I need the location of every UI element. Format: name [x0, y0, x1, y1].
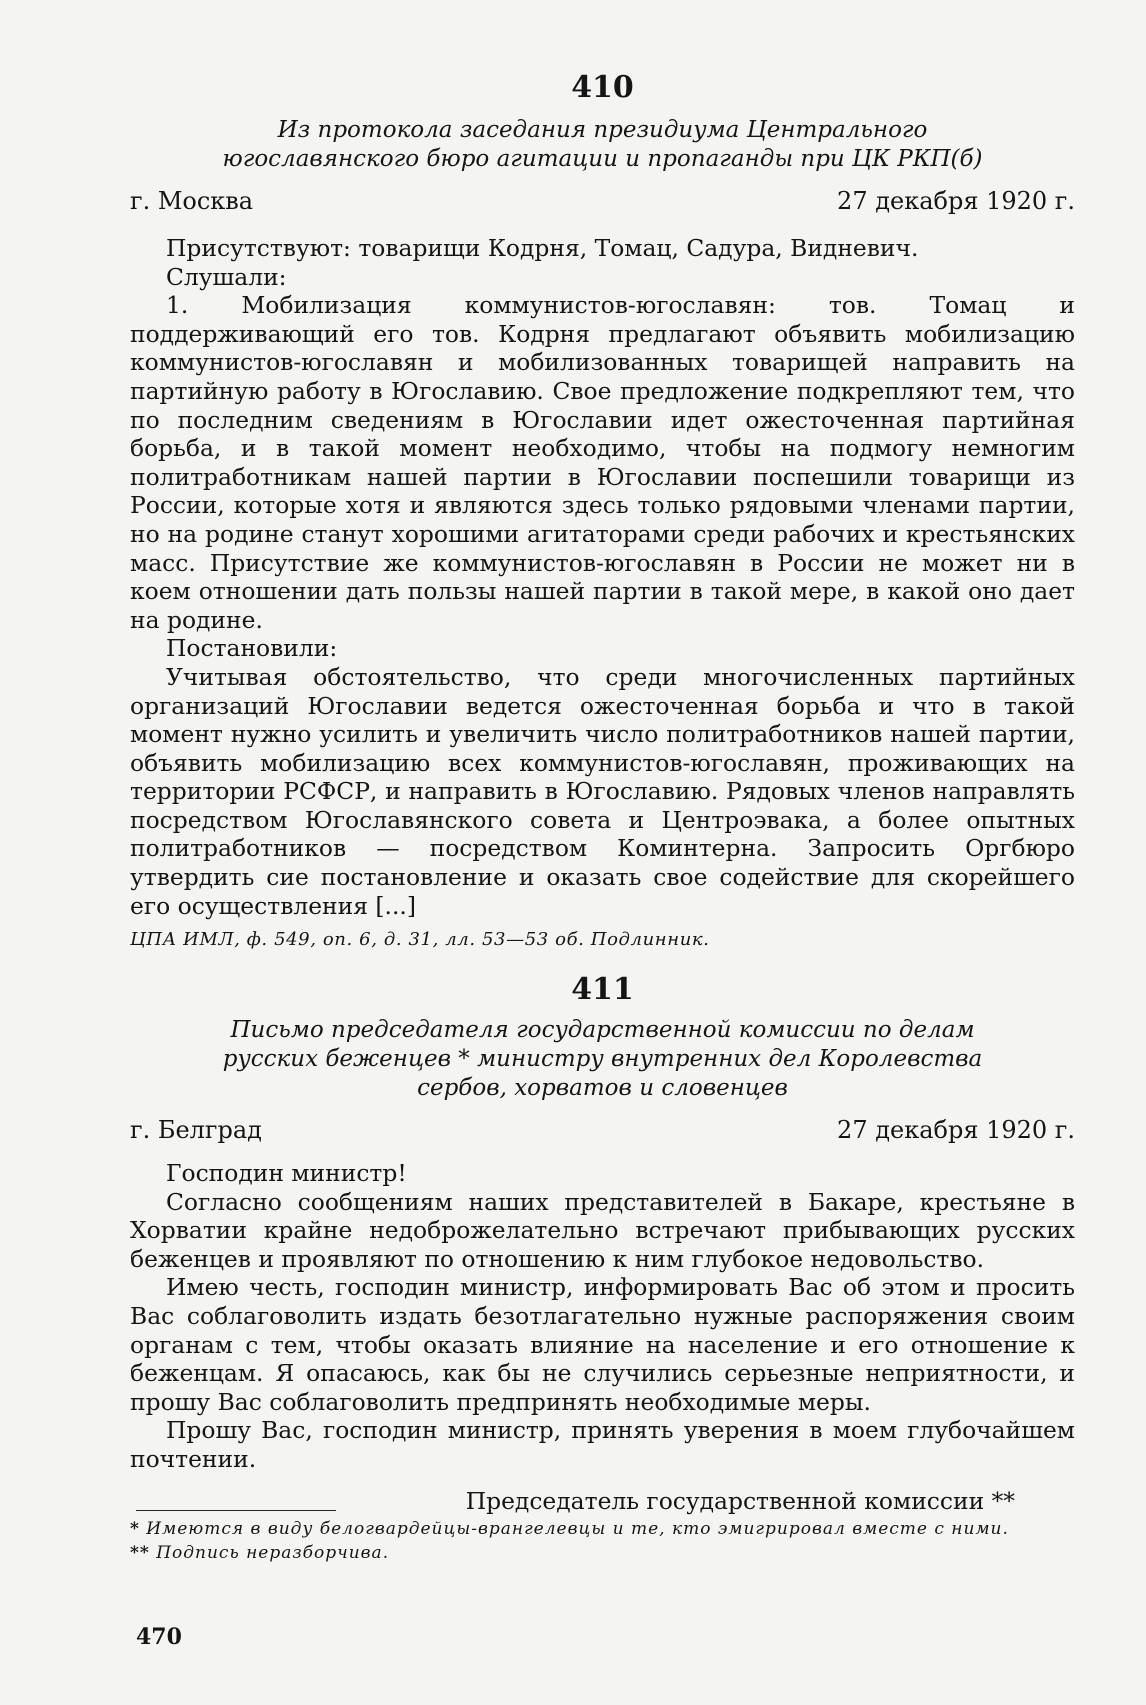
date: 27 декабря 1920 г.: [837, 1116, 1075, 1144]
page-number: 470: [136, 1624, 182, 1650]
place: г. Москва: [130, 187, 254, 215]
protocol-body: [130, 234, 1075, 920]
archive-source: ЦПА ИМЛ, ф. 549, оп. 6, д. 31, лл. 53—53 об. Подлинник.: [130, 929, 710, 951]
footnote: [130, 1518, 1075, 1540]
footnote-mark: *: [130, 1519, 140, 1539]
document-411: [130, 972, 1075, 1516]
salutation: Господин министр!: [166, 1159, 407, 1187]
signature: Председатель государственной комиссии **: [465, 1486, 1015, 1515]
place-date-line: [130, 1115, 1075, 1145]
place-date-line: [130, 186, 1075, 216]
heard-label: Слушали:: [166, 262, 287, 291]
document-title: Из протокола заседания президиума Центрального югославянского бюро агитации и пропаганды при ЦК РКП(б): [222, 117, 983, 172]
footnote-text: Имеются в виду белогвардейцы-врангелевцы и те, кто эмигрировал вместе с ними.: [146, 1519, 1009, 1539]
document-number: 411: [571, 972, 634, 1007]
footnote-divider: [136, 1510, 336, 1511]
letter-paragraph: Согласно сообщениям наших представителей в Бакаре, крестьяне в Хорватии крайне недоброжелательно встречают прибывающих русских беженцев и проявляют по отношению к ним глубокое недовольство.: [130, 1187, 1075, 1273]
document-number: 410: [571, 70, 634, 105]
date: 27 декабря 1920 г.: [837, 187, 1075, 215]
letter-paragraph: Прошу Вас, господин министр, принять уверения в моем глубочайшем почтении.: [130, 1416, 1075, 1473]
heard-text: 1. Мобилизация коммунистов-югославян: тов. Томац и поддерживающий его тов. Кодрня предлагают объявить мобилизацию коммунистов-югославян и мобилизованных товарищей направить на партийную работу в Югославию. Свое предложение подкрепляют тем, что по последним сведениям в Югославии идет ожесточенная партийная борьба, и в такой момент необходимо, чтобы на подмогу немногим политработникам нашей партии в Югославии поспешили товарищи из России, которые хотя и являются здесь только рядовыми членами партии, но на родине станут хорошими агитаторами среди рабочих и крестьянских масс. Присутствие же коммунистов-югославян в России не может ни в коем отношении дать пользы нашей партии в такой мере, в какой оно дает на родине.: [130, 291, 1075, 634]
document-410: [130, 70, 1075, 952]
place: г. Белград: [130, 1116, 262, 1144]
attendees: Присутствуют: товарищи Кодрня, Томац, Садура, Видневич.: [166, 234, 919, 262]
document-title: Письмо председателя государственной комиссии по делам русских беженцев * министру внутренних дел Королевства сербов, хорватов и словенцев: [222, 1017, 983, 1101]
letter-paragraph: Имею честь, господин министр, информировать Вас об этом и просить Вас соблаговолить издать безотлагательно нужные распоряжения своим органам с тем, чтобы оказать влияние на население и его отношение к беженцам. Я опасаюсь, как бы не случились серьезные неприятности, и прошу Вас соблаговолить предпринять необходимые меры.: [130, 1273, 1075, 1416]
footnotes: [130, 1518, 1075, 1564]
resolved-label: Постановили:: [166, 634, 338, 663]
letter-body: [130, 1159, 1075, 1474]
footnote: [130, 1542, 1075, 1564]
footnote-mark: **: [130, 1543, 150, 1563]
footnote-text: Подпись неразборчива.: [156, 1543, 390, 1563]
resolved-text: Учитывая обстоятельство, что среди многочисленных партийных организаций Югославии ведется ожесточенная борьба и что в такой момент нужно усилить и увеличить число политработников нашей партии, объявить мобилизацию всех коммунистов-югославян, проживающих на территории РСФСР, и направить в Югославию. Рядовых членов направлять посредством Югославянского совета и Центроэвака, а более опытных политработников — посредством Коминтерна. Запросить Оргбюро утвердить сие постановление и оказать свое содействие для скорейшего его осуществления [...]: [130, 662, 1075, 920]
